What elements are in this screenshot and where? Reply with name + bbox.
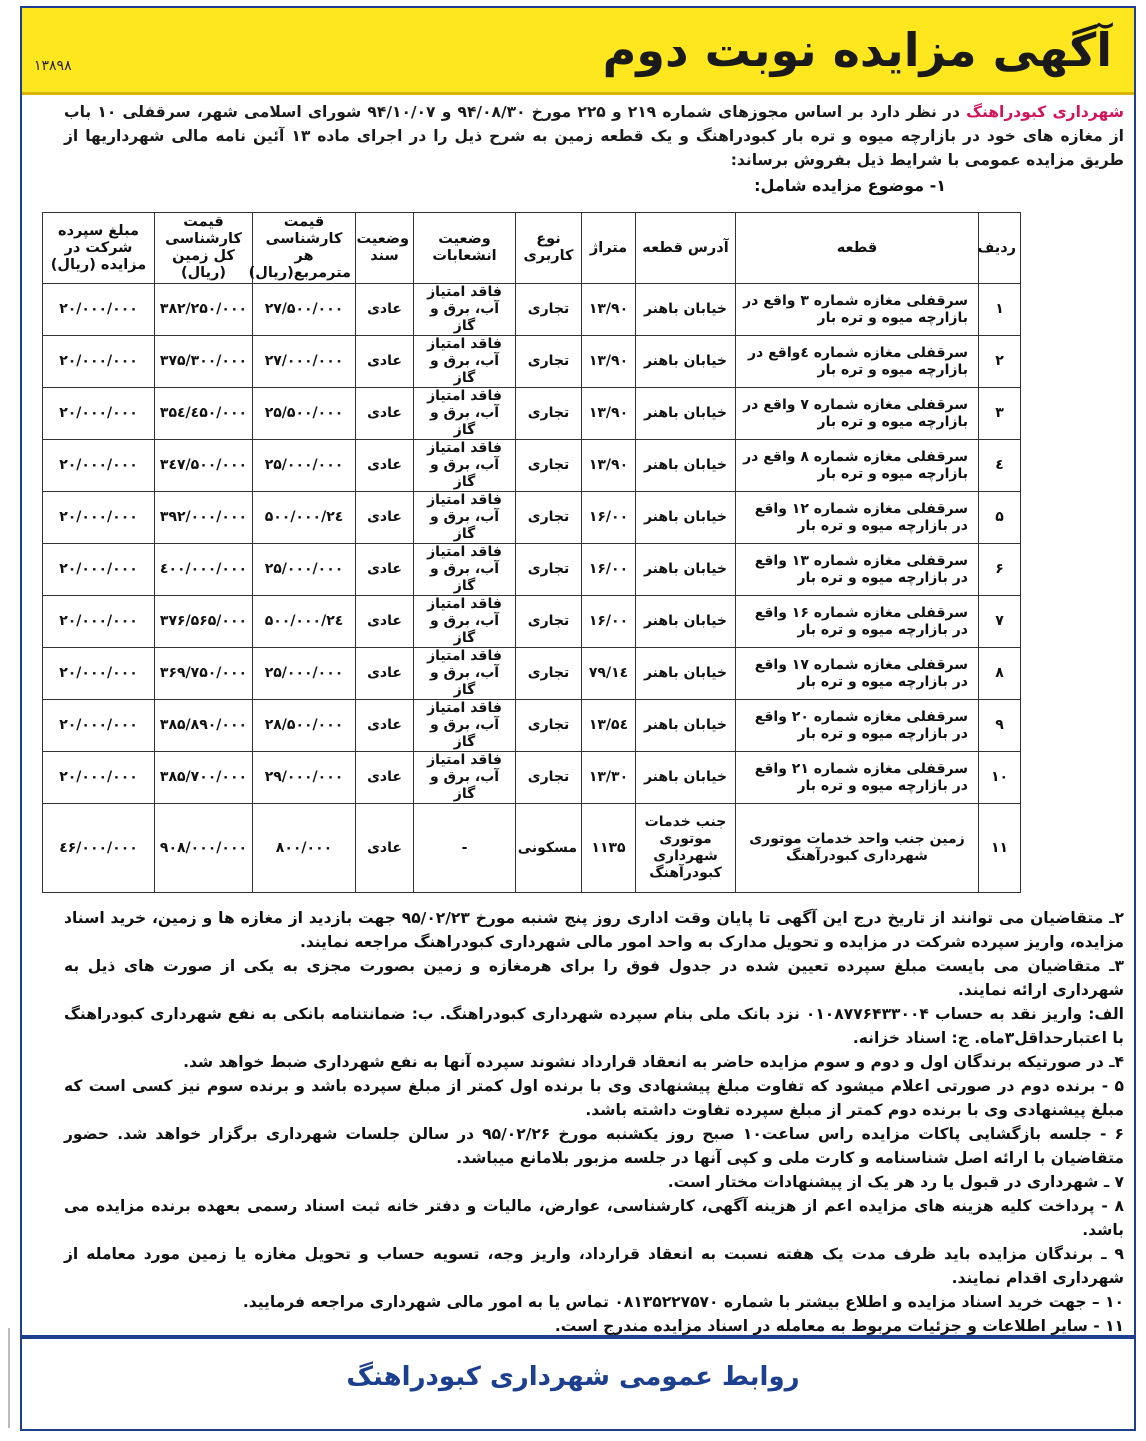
table-row	[43, 700, 1021, 752]
cell-parcel: سرقفلی مغازه شماره ۱۶ واقع در بازارچه میوه و تره بار	[736, 596, 979, 648]
cell-area: ۱۳/۹۰	[582, 440, 636, 492]
ad-code: ۱۳۸۹۸	[34, 58, 72, 74]
cell-utilities: فاقد امتیاز آب، برق و گاز	[414, 492, 516, 544]
cell-parcel: زمین جنب واحد خدمات موتوری شهرداری کبودرآهنگ	[736, 804, 979, 893]
cell-utilities: فاقد امتیاز آب، برق و گاز	[414, 388, 516, 440]
cell-deposit: ۲۰/۰۰۰/۰۰۰	[43, 700, 155, 752]
cell-deposit: ۲۰/۰۰۰/۰۰۰	[43, 596, 155, 648]
cell-row-number: ۶	[979, 544, 1021, 596]
cell-total-price: ۳۹۲/۰۰۰/۰۰۰	[155, 492, 253, 544]
cell-parcel: سرقفلی مغازه شماره ۸ واقع در بازارچه میوه و تره بار	[736, 440, 979, 492]
page-title: آگهی مزایده نوبت دوم	[602, 23, 1112, 77]
cell-deposit: ۲۰/۰۰۰/۰۰۰	[43, 492, 155, 544]
terms-list	[64, 906, 1124, 1338]
cell-utilities: فاقد امتیاز آب، برق و گاز	[414, 544, 516, 596]
cell-parcel: سرقفلی مغازه شماره ۳ واقع در بازارچه میوه و تره بار	[736, 284, 979, 336]
cell-parcel: سرقفلی مغازه شماره ۱۳ واقع در بازارچه میوه و تره بار	[736, 544, 979, 596]
cell-deposit: ٤۶/۰۰۰/۰۰۰	[43, 804, 155, 893]
term-item: الف: واریز نقد به حساب ۰۱۰۸۷۷۶۴۳۳۰۰۴ نزد بانک ملی بنام سپرده شهرداری کبودراهنگ. ب: ضمانتنامه بانکی به نفع شهرداری کبودراهنگ با اعتبارحداقل۳ماه. ج: اسناد خزانه.	[64, 1005, 1124, 1047]
term-item: ۸ - پرداخت کلیه هزینه های مزایده اعم از هزینه آگهی، کارشناسی، عوارض، مالیات و دفتر خانه ثبت اسناد رسمی بعهده برنده مزایده می باشد.	[64, 1197, 1124, 1239]
cell-deed: عادی	[356, 648, 414, 700]
cell-usage: تجاری	[516, 284, 582, 336]
cell-address: خیابان باهنر	[636, 284, 736, 336]
header-total-price: قیمت کارشناسی کل زمین (ریال)	[155, 213, 253, 284]
cell-usage: تجاری	[516, 388, 582, 440]
cell-deed: عادی	[356, 752, 414, 804]
term-item: ۷ ـ شهرداری در قبول یا رد هر یک از پیشنهادات مختار است.	[667, 1173, 1124, 1191]
cell-deed: عادی	[356, 596, 414, 648]
term-item: ۵ - برنده دوم در صورتی اعلام میشود که تفاوت مبلغ پیشنهادی وی با برنده اول کمتر از مبلغ سپرده باشد و برنده سوم نیز کسی است که مبلغ پیشنهادی وی با برنده دوم کمتر از مبلغ سپرده تفاوت داشته باشد.	[64, 1077, 1124, 1119]
header-row-number: ردیف	[979, 213, 1021, 284]
cell-unit-price: ۲۵/۰۰۰/۰۰۰	[253, 648, 356, 700]
cell-usage: تجاری	[516, 648, 582, 700]
cell-utilities: فاقد امتیاز آب، برق و گاز	[414, 440, 516, 492]
cell-deposit: ۲۰/۰۰۰/۰۰۰	[43, 284, 155, 336]
auction-table	[42, 212, 1021, 893]
cell-parcel: سرقفلی مغازه شماره ۲۰ واقع در بازارچه میوه و تره بار	[736, 700, 979, 752]
header-deposit: مبلغ سپرده شرکت در مزایده (ریال)	[43, 213, 155, 284]
header-area: متراژ	[582, 213, 636, 284]
table-row	[43, 336, 1021, 388]
cell-parcel: سرقفلی مغازه شماره ۲۱ واقع در بازارچه میوه و تره بار	[736, 752, 979, 804]
cell-parcel: سرقفلی مغازه شماره ۷ واقع در بازارچه میوه و تره بار	[736, 388, 979, 440]
cell-row-number: ۱۰	[979, 752, 1021, 804]
cell-utilities: فاقد امتیاز آب، برق و گاز	[414, 336, 516, 388]
cell-unit-price: ۲۵/۰۰۰/۰۰۰	[253, 544, 356, 596]
table-row	[43, 544, 1021, 596]
cell-address: خیابان باهنر	[636, 440, 736, 492]
header-address: آدرس قطعه	[636, 213, 736, 284]
cell-area: ۱۶/۰۰	[582, 544, 636, 596]
intro-paragraph	[64, 100, 1124, 172]
term-item: ۶ - جلسه بازگشایی پاکات مزایده راس ساعت۱۰ صبح روز یکشنبه مورخ ۹۵/۰۲/۲۶ در سالن جلسات شهرداری برگزار خواهد شد. حضور متقاضیان با ارائه اصل شناسنامه و کارت ملی و کپی آنها در جلسه مزبور بلامانع میباشد.	[64, 1125, 1124, 1167]
cell-deed: عادی	[356, 388, 414, 440]
cell-area: ۱۶/۰۰	[582, 596, 636, 648]
cell-usage: تجاری	[516, 700, 582, 752]
cell-usage: تجاری	[516, 596, 582, 648]
cell-usage: تجاری	[516, 752, 582, 804]
table-row	[43, 388, 1021, 440]
cell-total-price: ۳۸۵/۸۹۰/۰۰۰	[155, 700, 253, 752]
cell-total-price: ۳۸۵/۷۰۰/۰۰۰	[155, 752, 253, 804]
table-row	[43, 492, 1021, 544]
cell-address: خیابان باهنر	[636, 492, 736, 544]
term-item: ۲ـ متقاضیان می توانند از تاریخ درج این آگهی تا پایان وقت اداری روز پنج شنبه مورخ ۹۵/۰۲/۲۳ جهت بازدید از مغازه ها و زمین، خرید اسناد مزایده، واریز سپرده شرکت در مزایده و تحویل مدارک به واحد امور مالی شهرداری کبودراهنگ مراجعه نمایند.	[64, 909, 1124, 951]
cell-unit-price: ۸۰۰/۰۰۰	[253, 804, 356, 893]
cell-address: خیابان باهنر	[636, 544, 736, 596]
cell-area: ۱۳/۳۰	[582, 752, 636, 804]
intro-text: در نظر دارد بر اساس مجوزهای شماره ۲۱۹ و ۲۲۵ مورخ ۹۴/۰۸/۳۰ و ۹۴/۱۰/۰۷ شورای اسلامی شهر، سرقفلی ۱۰ باب از مغازه های خود در بازارچه میوه و تره بار کبودراهنگ و یک قطعه زمین به شرح ذیل را در اجرای ماده ۱۳ آئین نامه مالی شهرداریها از طریق مزایده عمومی با شرایط ذیل بفروش برساند:	[64, 103, 1124, 169]
cell-total-price: ۳٤۷/۵۰۰/۰۰۰	[155, 440, 253, 492]
cell-usage: مسکونی	[516, 804, 582, 893]
cell-deposit: ۲۰/۰۰۰/۰۰۰	[43, 388, 155, 440]
header-utilities: وضعیت انشعابات	[414, 213, 516, 284]
cell-area: ۱۳/۹۰	[582, 336, 636, 388]
cell-total-price: ۳۸۲/۲۵۰/۰۰۰	[155, 284, 253, 336]
cell-address: خیابان باهنر	[636, 596, 736, 648]
cell-address: جنب خدمات موتوری شهرداری کبودرآهنگ	[636, 804, 736, 893]
table-row	[43, 752, 1021, 804]
cell-row-number: ٤	[979, 440, 1021, 492]
table-row	[43, 804, 1021, 893]
cell-address: خیابان باهنر	[636, 700, 736, 752]
cell-address: خیابان باهنر	[636, 752, 736, 804]
cell-deed: عادی	[356, 492, 414, 544]
cell-deed: عادی	[356, 544, 414, 596]
cell-unit-price: ۲٤/۵۰۰/۰۰۰	[253, 492, 356, 544]
cell-deposit: ۲۰/۰۰۰/۰۰۰	[43, 648, 155, 700]
cell-utilities: فاقد امتیاز آب، برق و گاز	[414, 596, 516, 648]
cell-row-number: ۱۱	[979, 804, 1021, 893]
cell-deed: عادی	[356, 700, 414, 752]
subject-heading: ۱- موضوع مزایده شامل:	[754, 176, 946, 195]
cell-row-number: ۳	[979, 388, 1021, 440]
cell-parcel: سرقفلی مغازه شماره ٤واقع در بازارچه میوه و تره بار	[736, 336, 979, 388]
term-item: ۱۱ - سایر اطلاعات و جزئیات مربوط به معامله در اسناد مزایده مندرج است.	[554, 1317, 1124, 1335]
cell-usage: تجاری	[516, 336, 582, 388]
cell-total-price: ٤۰۰/۰۰۰/۰۰۰	[155, 544, 253, 596]
table-row	[43, 440, 1021, 492]
cell-total-price: ۳۵٤/٤۵۰/۰۰۰	[155, 388, 253, 440]
cell-unit-price: ۲۸/۵۰۰/۰۰۰	[253, 700, 356, 752]
cell-address: خیابان باهنر	[636, 648, 736, 700]
cell-unit-price: ۲۵/۵۰۰/۰۰۰	[253, 388, 356, 440]
cell-usage: تجاری	[516, 544, 582, 596]
cell-parcel: سرقفلی مغازه شماره ۱۲ واقع در بازارچه میوه و تره بار	[736, 492, 979, 544]
cell-utilities: فاقد امتیاز آب، برق و گاز	[414, 284, 516, 336]
cell-deposit: ۲۰/۰۰۰/۰۰۰	[43, 544, 155, 596]
header-banner	[22, 8, 1134, 95]
cell-address: خیابان باهنر	[636, 336, 736, 388]
cell-row-number: ۷	[979, 596, 1021, 648]
cell-utilities: -	[414, 804, 516, 893]
organization-name: شهرداری کبودراهنگ	[966, 103, 1124, 121]
cell-unit-price: ۲۹/۰۰۰/۰۰۰	[253, 752, 356, 804]
cell-row-number: ۵	[979, 492, 1021, 544]
cell-unit-price: ۲٤/۵۰۰/۰۰۰	[253, 596, 356, 648]
cell-usage: تجاری	[516, 492, 582, 544]
cell-total-price: ۳۷۶/۵۶۵/۰۰۰	[155, 596, 253, 648]
cell-unit-price: ۲۷/۰۰۰/۰۰۰	[253, 336, 356, 388]
cell-parcel: سرقفلی مغازه شماره ۱۷ واقع در بازارچه میوه و تره بار	[736, 648, 979, 700]
footer-divider	[20, 1335, 1136, 1339]
footer-signature: روابط عمومی شهرداری کبودراهنگ	[346, 1362, 800, 1392]
cell-area: ۱٤/۷۹	[582, 648, 636, 700]
cell-deed: عادی	[356, 284, 414, 336]
cell-deposit: ۲۰/۰۰۰/۰۰۰	[43, 440, 155, 492]
cell-unit-price: ۲۵/۰۰۰/۰۰۰	[253, 440, 356, 492]
cell-address: خیابان باهنر	[636, 388, 736, 440]
cell-row-number: ۲	[979, 336, 1021, 388]
header-unit-price: قیمت کارشناسی هر مترمربع(ریال)	[253, 213, 356, 284]
header-usage: نوع کاربری	[516, 213, 582, 284]
cell-deposit: ۲۰/۰۰۰/۰۰۰	[43, 752, 155, 804]
cell-row-number: ۹	[979, 700, 1021, 752]
cell-area: ۱۳/۹۰	[582, 388, 636, 440]
cell-area: ۱۳/۵٤	[582, 700, 636, 752]
cell-deed: عادی	[356, 440, 414, 492]
cell-total-price: ۳۶۹/۷۵۰/۰۰۰	[155, 648, 253, 700]
table-row	[43, 596, 1021, 648]
cell-area: ۱۱۳۵	[582, 804, 636, 893]
cell-utilities: فاقد امتیاز آب، برق و گاز	[414, 752, 516, 804]
cell-deposit: ۲۰/۰۰۰/۰۰۰	[43, 336, 155, 388]
cell-area: ۱۶/۰۰	[582, 492, 636, 544]
cell-total-price: ۳۷۵/۳۰۰/۰۰۰	[155, 336, 253, 388]
table-row	[43, 284, 1021, 336]
cell-deed: عادی	[356, 804, 414, 893]
term-item: ۴ـ در صورتیکه برندگان اول و دوم و سوم مزایده حاضر به انعقاد قرارداد نشوند سپرده آنها به نفع شهرداری ضبط خواهد شد.	[183, 1053, 1124, 1071]
table-header-row	[43, 213, 1021, 284]
table-row	[43, 648, 1021, 700]
cell-usage: تجاری	[516, 440, 582, 492]
cell-unit-price: ۲۷/۵۰۰/۰۰۰	[253, 284, 356, 336]
term-item: ۱۰ – جهت خرید اسناد مزایده و اطلاع بیشتر با شماره ۰۸۱۳۵۲۲۷۵۷۰ تماس یا به امور مالی شهرداری مراجعه فرمایید.	[242, 1293, 1124, 1311]
cell-utilities: فاقد امتیاز آب، برق و گاز	[414, 648, 516, 700]
header-deed: وضعیت سند	[356, 213, 414, 284]
cell-utilities: فاقد امتیاز آب، برق و گاز	[414, 700, 516, 752]
cell-row-number: ۸	[979, 648, 1021, 700]
cell-total-price: ۹۰۸/۰۰۰/۰۰۰	[155, 804, 253, 893]
cell-deed: عادی	[356, 336, 414, 388]
cell-row-number: ۱	[979, 284, 1021, 336]
term-item: ۹ ـ برندگان مزایده باید ظرف مدت یک هفته نسبت به انعقاد قرارداد، واریز وجه، تسویه حساب و تحویل مغازه یا زمین مورد معامله از شهرداری اقدام نمایند.	[64, 1245, 1124, 1287]
term-item: ۳ـ متقاضیان می بایست مبلغ سپرده تعیین شده در جدول فوق را برای هرمغازه و زمین بصورت مجزی به یکی از صورت های ذیل به شهرداری ارائه نمایند.	[64, 957, 1124, 999]
cell-area: ۱۳/۹۰	[582, 284, 636, 336]
header-parcel: قطعه	[736, 213, 979, 284]
